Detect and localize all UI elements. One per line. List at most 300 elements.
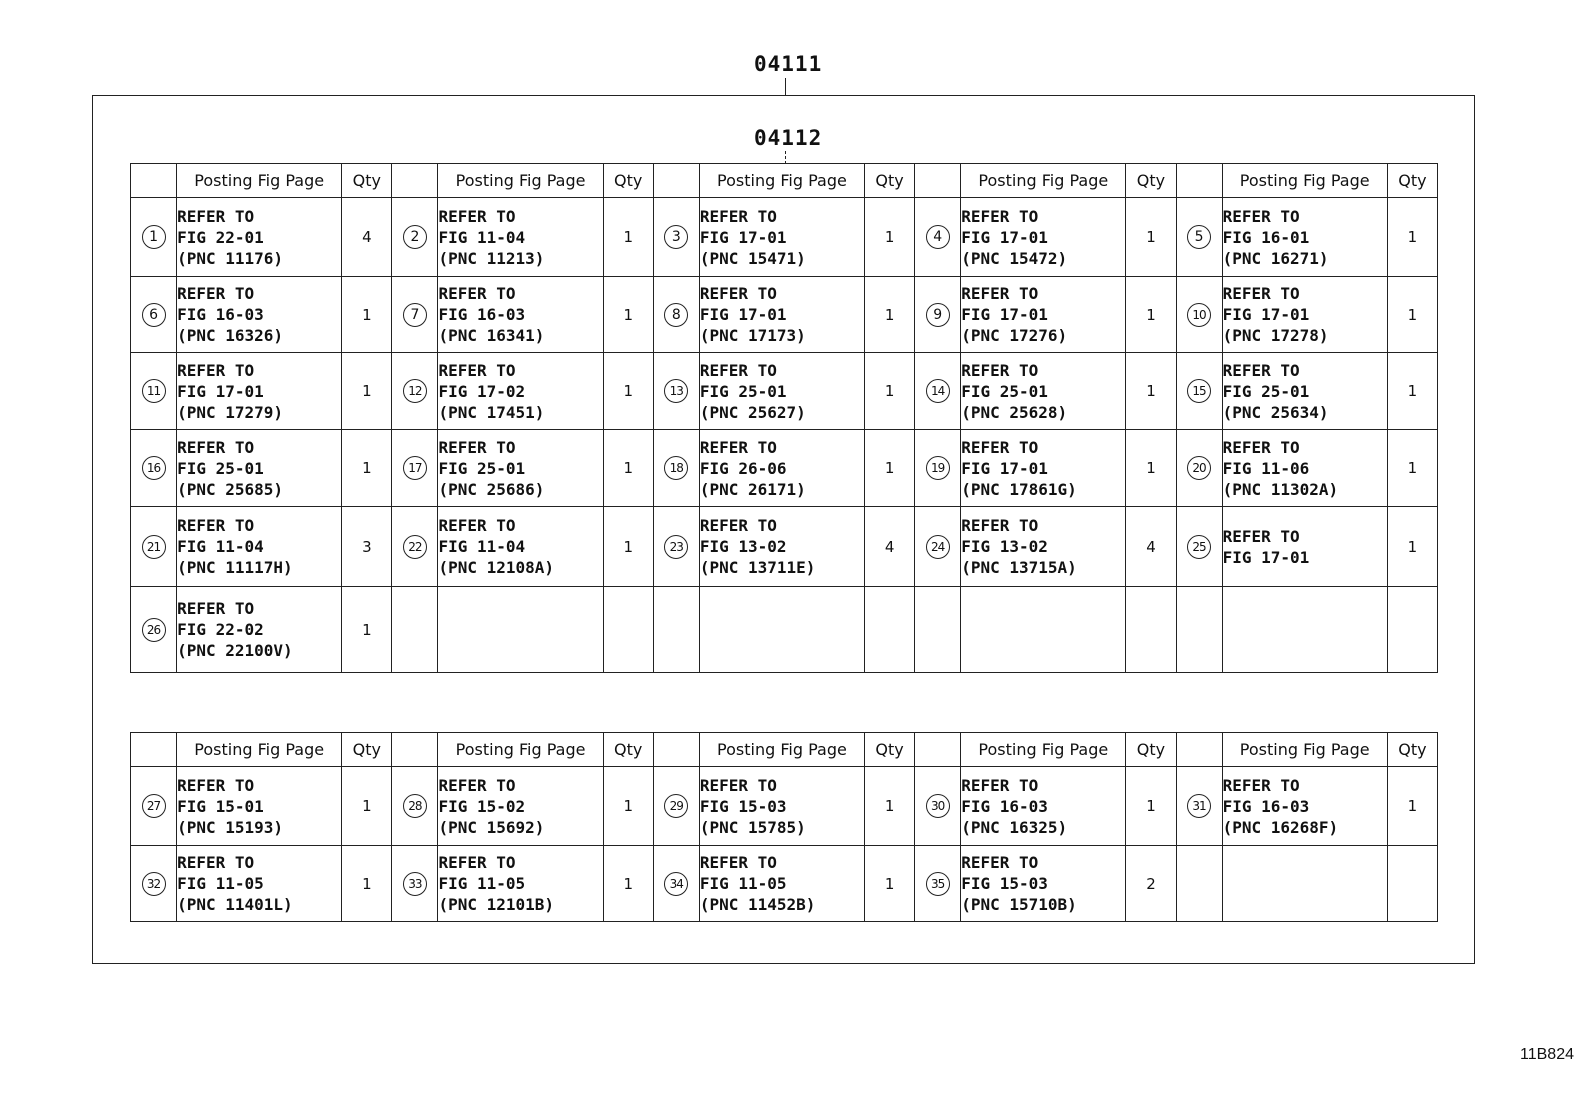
header-posting: Posting Fig Page (961, 164, 1126, 198)
reference-line: REFER TO (961, 516, 1039, 535)
callout-number: 29 (664, 794, 688, 818)
reference-cell (177, 198, 342, 277)
callout-number: 21 (142, 535, 166, 559)
item-number-cell (1176, 430, 1222, 507)
reference-line: FIG 11-06 (1222, 458, 1310, 478)
item-number-cell (392, 277, 438, 353)
reference-line: (PNC 17279) (177, 402, 284, 422)
reference-line: REFER TO (1222, 360, 1300, 380)
reference-cell (699, 198, 864, 277)
quantity-cell: 1 (342, 846, 392, 922)
header-qty: Qty (603, 164, 653, 198)
header-qty: Qty (1126, 164, 1176, 198)
reference-line: REFER TO (961, 775, 1039, 795)
reference-line: FIG 11-04 (438, 227, 526, 247)
item-number-cell (915, 277, 961, 353)
reference-cell (961, 353, 1126, 430)
reference-line: FIG 17-01 (961, 458, 1048, 478)
header-no (131, 733, 177, 767)
callout-number: 32 (142, 872, 166, 896)
reference-line: FIG 16-03 (1222, 796, 1310, 816)
reference-line: (PNC 16341) (438, 326, 545, 345)
reference-line: REFER TO (1222, 526, 1300, 546)
item-number-cell (1176, 353, 1222, 430)
item-number-cell (915, 198, 961, 277)
reference-line: FIG 15-01 (177, 796, 264, 816)
item-number-cell (392, 846, 438, 922)
reference-line: FIG 17-01 (961, 305, 1048, 324)
header-no (915, 733, 961, 767)
quantity-cell: 4 (342, 198, 392, 277)
item-number-cell (1176, 507, 1222, 587)
quantity-cell: 1 (342, 767, 392, 846)
item-number-cell (392, 430, 438, 507)
header-posting: Posting Fig Page (438, 733, 603, 767)
reference-line: REFER TO (961, 360, 1039, 380)
item-number-cell (653, 846, 699, 922)
header-qty: Qty (1387, 733, 1437, 767)
reference-line: REFER TO (438, 775, 516, 795)
item-number-cell (1176, 846, 1222, 922)
quantity-cell: 4 (1126, 507, 1176, 587)
quantity-cell: 1 (865, 767, 915, 846)
item-number-cell (392, 767, 438, 846)
reference-cell (177, 767, 342, 846)
reference-cell (438, 767, 603, 846)
quantity-cell: 1 (603, 846, 653, 922)
reference-cell (438, 353, 603, 430)
reference-cell (961, 587, 1126, 673)
reference-line: REFER TO (177, 853, 255, 872)
item-number-cell (1176, 587, 1222, 673)
reference-line: REFER TO (699, 360, 777, 380)
header-qty: Qty (865, 733, 915, 767)
reference-line: (PNC 11213) (438, 248, 545, 268)
reference-line: FIG 22-01 (177, 227, 264, 247)
reference-line: FIG 25-01 (438, 458, 526, 478)
reference-line: REFER TO (1222, 437, 1300, 457)
quantity-cell (865, 587, 915, 673)
callout-number: 16 (142, 456, 166, 480)
reference-cell (961, 430, 1126, 507)
quantity-cell (1387, 846, 1437, 922)
reference-cell (699, 507, 864, 587)
item-number-cell (131, 587, 177, 673)
reference-cell (961, 507, 1126, 587)
header-posting: Posting Fig Page (961, 733, 1126, 767)
reference-line: FIG 25-01 (1222, 381, 1310, 401)
table-row (131, 353, 1438, 430)
header-no (392, 733, 438, 767)
header-no (653, 733, 699, 767)
item-number-cell (915, 430, 961, 507)
reference-line: (PNC 13715A) (961, 558, 1077, 577)
reference-line: (PNC 11117H) (177, 558, 293, 577)
callout-number: 24 (926, 535, 950, 559)
quantity-cell: 3 (342, 507, 392, 587)
quantity-cell (1126, 587, 1176, 673)
table-row (131, 198, 1438, 277)
reference-line: (PNC 25685) (177, 479, 284, 499)
reference-line: REFER TO (961, 206, 1039, 226)
quantity-cell: 1 (603, 430, 653, 507)
reference-line: (PNC 15471) (699, 248, 806, 268)
reference-line: (PNC 17861G) (961, 479, 1077, 499)
callout-number: 35 (926, 872, 950, 896)
reference-line: (PNC 25634) (1222, 402, 1329, 422)
reference-line: (PNC 16271) (1222, 248, 1329, 268)
callout-number: 18 (664, 456, 688, 480)
reference-line: (PNC 12108A) (438, 558, 555, 577)
reference-line: REFER TO (961, 437, 1039, 457)
item-number-cell (653, 767, 699, 846)
callout-number: 22 (403, 535, 427, 559)
callout-number: 3 (664, 225, 688, 249)
quantity-cell: 1 (1387, 353, 1437, 430)
reference-line: FIG 25-01 (699, 381, 787, 401)
callout-number: 30 (926, 794, 950, 818)
reference-cell (699, 353, 864, 430)
quantity-cell: 1 (865, 277, 915, 353)
item-number-cell (653, 353, 699, 430)
item-number-cell (915, 507, 961, 587)
item-number-cell (653, 507, 699, 587)
reference-cell (177, 587, 342, 673)
reference-line: REFER TO (438, 516, 516, 535)
reference-cell (699, 430, 864, 507)
callout-number: 34 (664, 872, 688, 896)
table-row (131, 507, 1438, 587)
reference-cell (961, 846, 1126, 922)
header-posting: Posting Fig Page (1222, 164, 1387, 198)
quantity-cell: 1 (1387, 507, 1437, 587)
callout-number: 33 (403, 872, 427, 896)
reference-line: FIG 11-05 (177, 874, 264, 893)
quantity-cell: 1 (603, 198, 653, 277)
quantity-cell: 1 (342, 587, 392, 673)
callout-number: 23 (664, 535, 688, 559)
header-no (392, 164, 438, 198)
callout-number: 19 (926, 456, 950, 480)
item-number-cell (653, 198, 699, 277)
reference-line: FIG 17-01 (699, 305, 787, 324)
callout-number: 8 (664, 303, 688, 327)
quantity-cell: 1 (865, 198, 915, 277)
header-no (131, 164, 177, 198)
reference-cell (1222, 767, 1387, 846)
reference-cell (438, 198, 603, 277)
callout-number: 9 (926, 303, 950, 327)
reference-line: REFER TO (961, 853, 1039, 872)
reference-line: (PNC 11401L) (177, 895, 293, 914)
item-number-cell (392, 198, 438, 277)
sub-assembly-code-04112: 04112 (754, 126, 823, 150)
leader-line-04111 (785, 78, 786, 95)
quantity-cell (1387, 587, 1437, 673)
reference-cell (699, 277, 864, 353)
item-number-cell (653, 277, 699, 353)
reference-line: FIG 16-03 (961, 796, 1048, 816)
table-row (131, 277, 1438, 353)
callout-number: 20 (1187, 456, 1211, 480)
reference-line: FIG 17-02 (438, 381, 526, 401)
header-posting: Posting Fig Page (699, 164, 864, 198)
reference-table-1 (130, 163, 1438, 673)
reference-line: FIG 17-01 (177, 381, 264, 401)
reference-cell (1222, 507, 1387, 587)
item-number-cell (653, 430, 699, 507)
reference-line: REFER TO (438, 284, 516, 303)
quantity-cell: 1 (1387, 198, 1437, 277)
item-number-cell (131, 767, 177, 846)
reference-cell (438, 846, 603, 922)
reference-line: FIG 13-02 (961, 537, 1048, 556)
reference-line: (PNC 25627) (699, 402, 806, 422)
reference-line: FIG 15-02 (438, 796, 526, 816)
callout-number: 5 (1187, 225, 1211, 249)
quantity-cell: 4 (865, 507, 915, 587)
header-qty: Qty (1126, 733, 1176, 767)
reference-line: (PNC 17278) (1222, 326, 1329, 345)
reference-line: REFER TO (699, 516, 777, 535)
reference-line: (PNC 15710B) (961, 895, 1077, 914)
header-qty: Qty (603, 733, 653, 767)
item-number-cell (131, 198, 177, 277)
reference-cell (177, 846, 342, 922)
reference-line: REFER TO (699, 853, 777, 872)
item-number-cell (392, 507, 438, 587)
header-posting: Posting Fig Page (1222, 733, 1387, 767)
quantity-cell: 1 (1126, 198, 1176, 277)
reference-line: REFER TO (699, 284, 777, 303)
callout-number: 31 (1187, 794, 1211, 818)
reference-cell (699, 587, 864, 673)
reference-line: FIG 11-05 (438, 874, 526, 893)
item-number-cell (392, 587, 438, 673)
reference-line: (PNC 17451) (438, 402, 545, 422)
table-row (131, 430, 1438, 507)
reference-line: FIG 16-01 (1222, 227, 1310, 247)
quantity-cell: 1 (603, 277, 653, 353)
item-number-cell (915, 587, 961, 673)
reference-cell (177, 277, 342, 353)
reference-line: REFER TO (177, 599, 255, 618)
item-number-cell (915, 767, 961, 846)
quantity-cell: 1 (603, 353, 653, 430)
header-posting: Posting Fig Page (438, 164, 603, 198)
callout-number: 17 (403, 456, 427, 480)
header-row (131, 164, 1438, 198)
callout-number: 6 (142, 303, 166, 327)
reference-line: REFER TO (177, 284, 255, 303)
reference-line: REFER TO (699, 437, 777, 457)
quantity-cell: 1 (865, 353, 915, 430)
reference-line: (PNC 25686) (438, 479, 545, 499)
reference-line: (PNC 11452B) (699, 895, 816, 914)
quantity-cell: 1 (342, 353, 392, 430)
reference-line: FIG 17-01 (1222, 547, 1310, 567)
reference-line: FIG 22-02 (177, 620, 264, 639)
reference-cell (438, 587, 603, 673)
reference-cell (961, 198, 1126, 277)
reference-line: FIG 17-01 (961, 227, 1048, 247)
reference-line: REFER TO (961, 284, 1039, 303)
reference-line: FIG 16-03 (177, 305, 264, 324)
reference-line: FIG 11-04 (438, 537, 526, 556)
reference-line: (PNC 26171) (699, 479, 806, 499)
reference-line: FIG 13-02 (699, 537, 787, 556)
quantity-cell: 1 (603, 507, 653, 587)
quantity-cell: 1 (1387, 277, 1437, 353)
header-qty: Qty (865, 164, 915, 198)
reference-line: FIG 11-05 (699, 874, 787, 893)
item-number-cell (915, 846, 961, 922)
callout-number: 28 (403, 794, 427, 818)
reference-line: (PNC 16325) (961, 817, 1068, 837)
reference-line: REFER TO (1222, 775, 1300, 795)
item-number-cell (131, 507, 177, 587)
item-number-cell (131, 846, 177, 922)
header-qty: Qty (342, 733, 392, 767)
header-qty: Qty (1387, 164, 1437, 198)
reference-cell (1222, 198, 1387, 277)
reference-line: REFER TO (438, 437, 516, 457)
quantity-cell: 1 (865, 430, 915, 507)
reference-cell (1222, 430, 1387, 507)
reference-line: FIG 11-04 (177, 537, 264, 556)
reference-line: REFER TO (177, 437, 255, 457)
reference-cell (699, 846, 864, 922)
reference-line: (PNC 13711E) (699, 558, 816, 577)
reference-line: FIG 17-01 (1222, 305, 1310, 324)
header-no (1176, 164, 1222, 198)
reference-line: FIG 25-01 (961, 381, 1048, 401)
reference-line: (PNC 16326) (177, 326, 284, 345)
quantity-cell: 1 (1126, 430, 1176, 507)
header-posting: Posting Fig Page (177, 733, 342, 767)
reference-cell (1222, 846, 1387, 922)
reference-line: (PNC 12101B) (438, 895, 555, 914)
callout-number: 13 (664, 379, 688, 403)
callout-number: 10 (1187, 303, 1211, 327)
quantity-cell (603, 587, 653, 673)
reference-line: (PNC 16268F) (1222, 817, 1339, 837)
reference-line: FIG 16-03 (438, 305, 526, 324)
table-row (131, 846, 1438, 922)
reference-line: FIG 25-01 (177, 458, 264, 478)
figure-code: 11B824 (1520, 1046, 1574, 1063)
item-number-cell (653, 587, 699, 673)
quantity-cell: 1 (603, 767, 653, 846)
quantity-cell: 1 (1387, 767, 1437, 846)
reference-line: REFER TO (699, 775, 777, 795)
callout-number: 4 (926, 225, 950, 249)
item-number-cell (1176, 198, 1222, 277)
item-number-cell (392, 353, 438, 430)
quantity-cell: 1 (342, 430, 392, 507)
reference-line: (PNC 11176) (177, 248, 284, 268)
reference-line: FIG 26-06 (699, 458, 787, 478)
table-row (131, 587, 1438, 673)
header-no (1176, 733, 1222, 767)
quantity-cell: 1 (1126, 353, 1176, 430)
header-posting: Posting Fig Page (177, 164, 342, 198)
reference-line: FIG 17-01 (699, 227, 787, 247)
reference-line: (PNC 11302A) (1222, 479, 1339, 499)
reference-line: REFER TO (177, 206, 255, 226)
reference-line: (PNC 25628) (961, 402, 1068, 422)
reference-line: (PNC 15193) (177, 817, 284, 837)
reference-line: REFER TO (177, 516, 255, 535)
reference-cell (177, 507, 342, 587)
quantity-cell: 1 (1126, 767, 1176, 846)
callout-number: 2 (403, 225, 427, 249)
reference-cell (1222, 353, 1387, 430)
header-no (915, 164, 961, 198)
reference-line: (PNC 17173) (699, 326, 806, 345)
item-number-cell (131, 277, 177, 353)
item-number-cell (131, 430, 177, 507)
quantity-cell: 1 (1387, 430, 1437, 507)
reference-line: REFER TO (177, 775, 255, 795)
reference-line: REFER TO (699, 206, 777, 226)
callout-number: 7 (403, 303, 427, 327)
callout-number: 1 (142, 225, 166, 249)
callout-number: 11 (142, 379, 166, 403)
callout-number: 15 (1187, 379, 1211, 403)
item-number-cell (1176, 767, 1222, 846)
reference-line: REFER TO (177, 360, 255, 380)
item-number-cell (131, 353, 177, 430)
reference-cell (699, 767, 864, 846)
reference-cell (177, 430, 342, 507)
header-no (653, 164, 699, 198)
reference-line: REFER TO (438, 853, 516, 872)
callout-number: 25 (1187, 535, 1211, 559)
assembly-code-04111: 04111 (754, 52, 823, 76)
reference-line: REFER TO (1222, 206, 1300, 226)
header-posting: Posting Fig Page (699, 733, 864, 767)
reference-line: (PNC 15472) (961, 248, 1068, 268)
callout-number: 12 (403, 379, 427, 403)
reference-cell (1222, 587, 1387, 673)
reference-line: (PNC 15785) (699, 817, 806, 837)
quantity-cell: 1 (342, 277, 392, 353)
reference-line: REFER TO (438, 360, 516, 380)
reference-line: (PNC 22100V) (177, 641, 293, 660)
header-qty: Qty (342, 164, 392, 198)
reference-cell (961, 277, 1126, 353)
callout-number: 26 (142, 618, 166, 642)
reference-line: FIG 15-03 (961, 874, 1048, 893)
item-number-cell (915, 353, 961, 430)
reference-line: (PNC 17276) (961, 326, 1068, 345)
reference-table-2 (130, 732, 1438, 922)
callout-number: 14 (926, 379, 950, 403)
quantity-cell: 2 (1126, 846, 1176, 922)
quantity-cell: 1 (1126, 277, 1176, 353)
callout-number: 27 (142, 794, 166, 818)
reference-line: REFER TO (438, 206, 516, 226)
reference-cell (961, 767, 1126, 846)
reference-cell (1222, 277, 1387, 353)
reference-cell (438, 507, 603, 587)
reference-line: (PNC 15692) (438, 817, 545, 837)
reference-line: REFER TO (1222, 284, 1300, 303)
reference-cell (438, 430, 603, 507)
quantity-cell: 1 (865, 846, 915, 922)
reference-line: FIG 15-03 (699, 796, 787, 816)
